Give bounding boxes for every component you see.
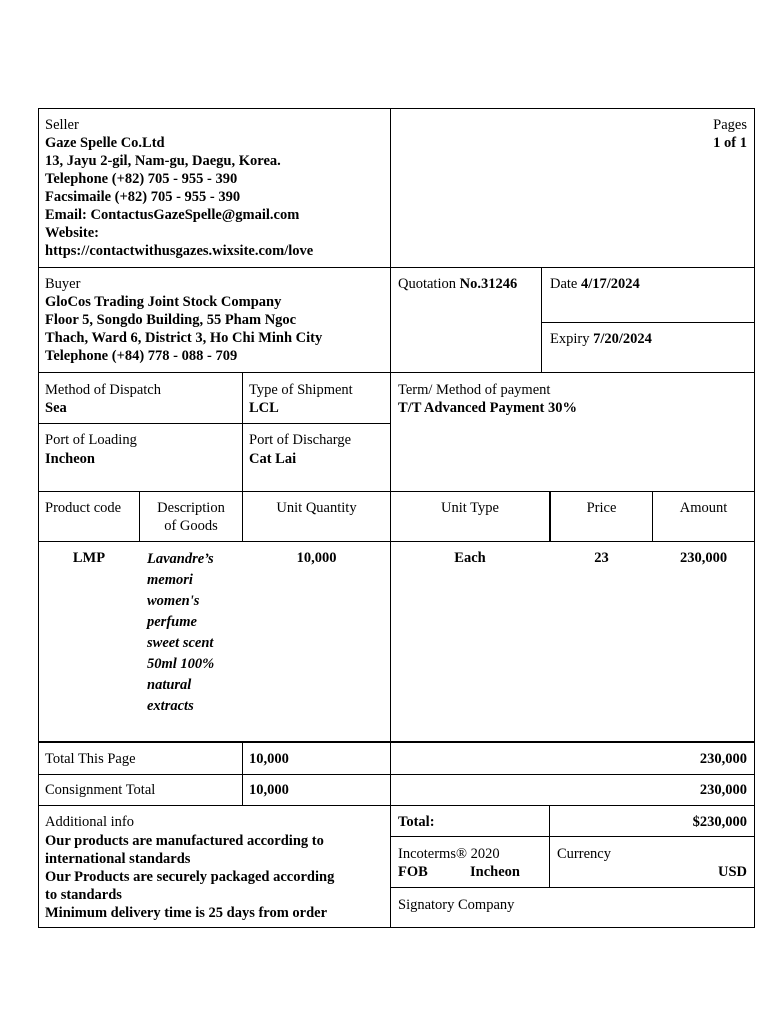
- row-description-line: memori: [147, 572, 193, 588]
- total-page-amount: 230,000: [699, 751, 747, 767]
- expiry-value: 7/20/2024: [593, 331, 652, 347]
- date: [550, 275, 640, 293]
- shipment-label: Type of Shipment: [249, 382, 353, 398]
- buyer-label: Buyer: [45, 276, 81, 292]
- additional-line2: international standards: [45, 851, 191, 867]
- divider-row-bottom: [38, 741, 755, 743]
- consignment-amount: 230,000: [699, 782, 747, 798]
- row-description-line: women's: [147, 593, 200, 609]
- header-amount: Amount: [679, 500, 728, 516]
- header-product-code: Product code: [45, 500, 122, 516]
- seller-name: Gaze Spelle Co.Ltd: [45, 135, 165, 151]
- buyer-address-line1: Floor 5, Songdo Building, 55 Pham Ngoc: [45, 312, 297, 328]
- total-page-label: Total This Page: [45, 751, 136, 767]
- row-unit-type: Each: [454, 550, 486, 566]
- shipment-value: LCL: [249, 400, 279, 416]
- divider-totals-bottom: [38, 805, 755, 806]
- seller-telephone: Telephone (+82) 705 - 955 - 390: [45, 171, 238, 187]
- row-description-line: 50ml 100%: [147, 656, 215, 672]
- seller-address: 13, Jayu 2-gil, Nam-gu, Daegu, Korea.: [45, 153, 281, 169]
- divider-quotation-date: [541, 267, 542, 372]
- row-description-line: extracts: [147, 698, 194, 714]
- seller-email: Email: ContactusGazeSpelle@gmail.com: [45, 207, 300, 223]
- row-product-code: LMP: [72, 550, 106, 566]
- additional-line3: Our Products are securely packaged according: [45, 869, 335, 885]
- row-description: [147, 549, 214, 717]
- pages-label: Pages: [713, 117, 747, 133]
- total-page-qty: 10,000: [249, 751, 289, 767]
- seller-fax: Facsimaile (+82) 705 - 955 - 390: [45, 189, 241, 205]
- divider-main-vertical: [390, 108, 391, 928]
- expiry-label: Expiry: [550, 331, 594, 347]
- divider-total-incoterms: [390, 836, 755, 837]
- dispatch-label: Method of Dispatch: [45, 382, 161, 398]
- header-description-1: Description: [157, 500, 225, 516]
- divider-totals-qty: [242, 741, 243, 805]
- incoterms-place: Incheon: [470, 864, 520, 880]
- header-price: Price: [586, 500, 617, 516]
- consignment-label: Consignment Total: [45, 782, 156, 798]
- total-label: Total:: [398, 814, 435, 830]
- divider-total-currency: [549, 805, 550, 887]
- header-unit-quantity: Unit Quantity: [276, 500, 357, 516]
- quotation-number: No.31246: [459, 276, 518, 292]
- buyer-telephone: Telephone (+84) 778 - 088 - 709: [45, 348, 238, 364]
- header-unit-type: Unit Type: [441, 500, 499, 516]
- date-value: 4/17/2024: [581, 276, 640, 292]
- loading-value: Incheon: [45, 451, 95, 467]
- total-value: $230,000: [692, 814, 747, 830]
- divider-incoterms-signatory: [390, 887, 755, 888]
- divider-table-header-top: [38, 491, 755, 492]
- consignment-qty: 10,000: [249, 782, 289, 798]
- additional-line5: Minimum delivery time is 25 days from order: [45, 905, 328, 921]
- row-amount: 230,000: [679, 550, 728, 566]
- row-description-line: sweet scent: [147, 635, 214, 651]
- row-price: 23: [594, 550, 609, 566]
- incoterms-term: FOB: [398, 864, 428, 880]
- payment-value: T/T Advanced Payment 30%: [398, 400, 577, 416]
- divider-date-expiry: [541, 322, 755, 323]
- loading-label: Port of Loading: [45, 432, 137, 448]
- additional-line1: Our products are manufactured according to: [45, 833, 324, 849]
- quotation: [398, 275, 517, 293]
- incoterms-label: Incoterms® 2020: [398, 846, 500, 862]
- payment-label: Term/ Method of payment: [398, 382, 551, 398]
- expiry: [550, 330, 652, 348]
- header-description-2: of Goods: [164, 518, 218, 534]
- pages-value: 1 of 1: [713, 135, 747, 151]
- seller-website: https://contactwithusgazes.wixsite.com/love: [45, 243, 314, 259]
- signatory-label: Signatory Company: [398, 897, 515, 913]
- discharge-label: Port of Discharge: [249, 432, 352, 448]
- divider-dispatch-loading: [38, 423, 390, 424]
- divider-totals-mid: [38, 774, 755, 775]
- row-unit-quantity: 10,000: [296, 550, 337, 566]
- row-description-line: perfume: [147, 614, 197, 630]
- quotation-label: Quotation: [398, 276, 460, 292]
- row-description-line: natural: [147, 677, 192, 693]
- divider-dispatch-shipment: [242, 372, 243, 491]
- divider-table-header-bottom: [38, 541, 755, 542]
- buyer-address-line2: Thach, Ward 6, District 3, Ho Chi Minh City: [45, 330, 323, 346]
- row-description-line: Lavandre’s: [147, 551, 214, 567]
- divider-buyer-dispatch: [38, 372, 755, 373]
- buyer-name: GloCos Trading Joint Stock Company: [45, 294, 282, 310]
- seller-label: Seller: [45, 117, 79, 133]
- divider-seller-buyer: [38, 267, 755, 268]
- date-label: Date: [550, 276, 581, 292]
- additional-line4: to standards: [45, 887, 122, 903]
- discharge-value: Cat Lai: [249, 451, 297, 467]
- seller-website-label: Website:: [45, 225, 99, 241]
- currency-value: USD: [717, 864, 747, 880]
- dispatch-value: Sea: [45, 400, 67, 416]
- currency-label: Currency: [557, 846, 611, 862]
- additional-label: Additional info: [45, 814, 135, 830]
